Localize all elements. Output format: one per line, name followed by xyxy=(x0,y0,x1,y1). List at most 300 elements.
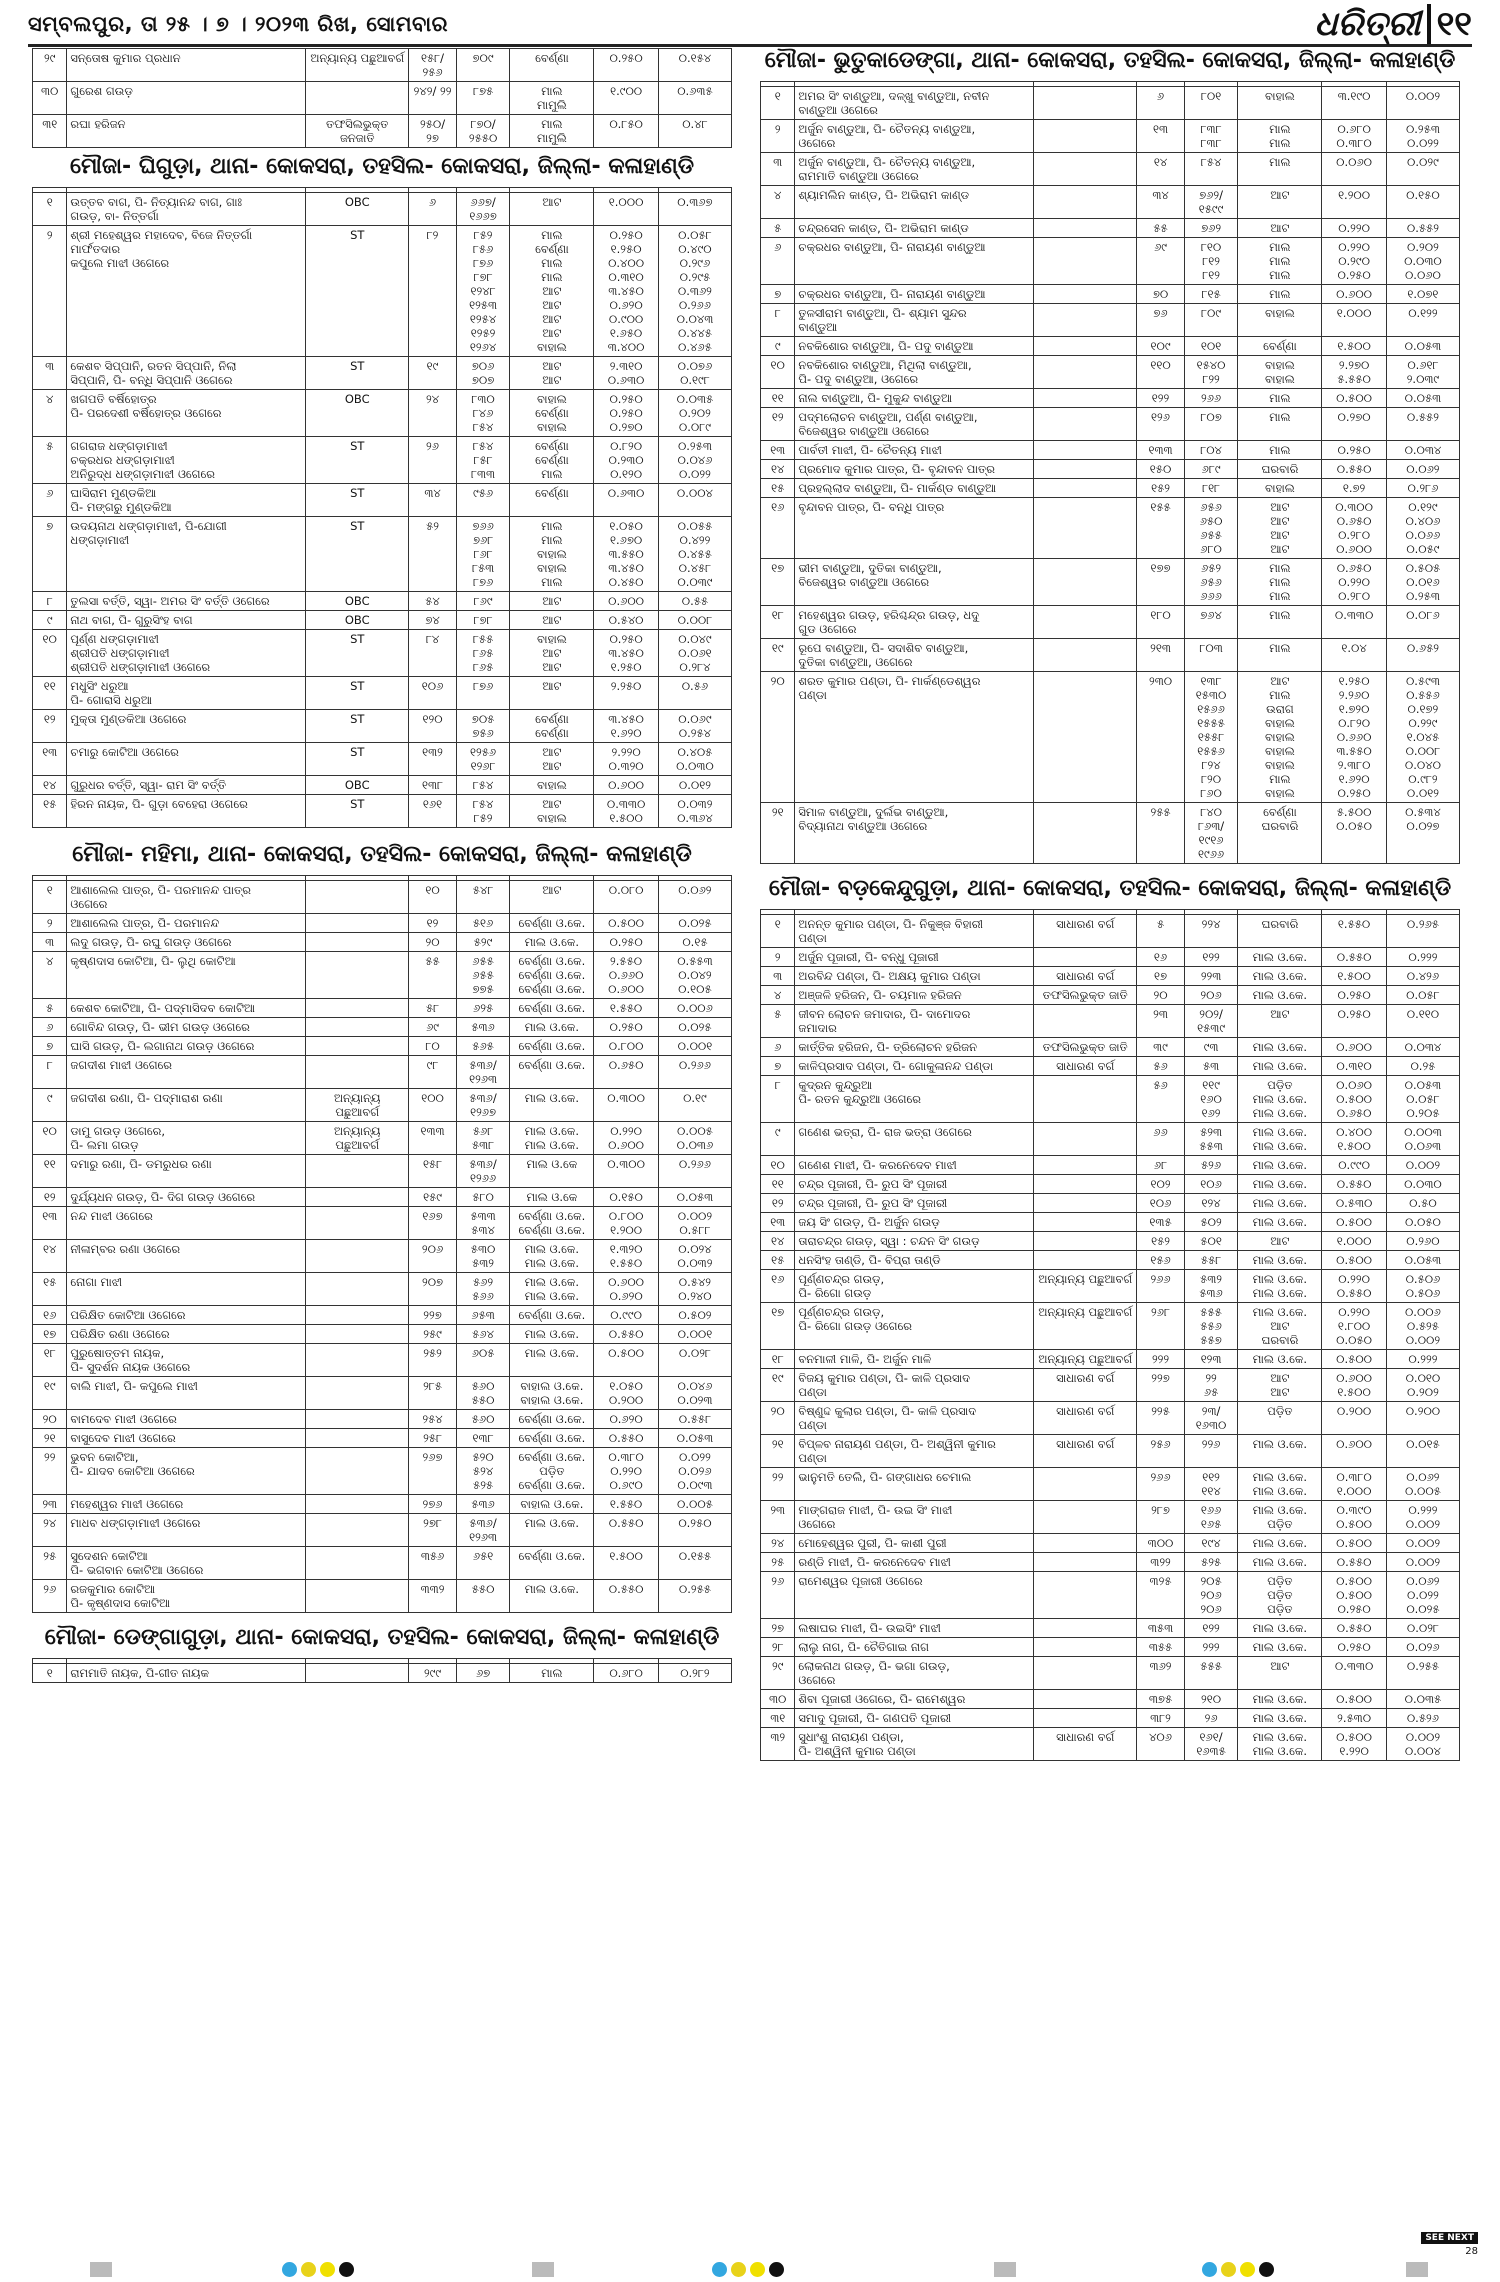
cell-kisam: ମାଲ ଓ.କେ. ମାଲ ଓ.କେ. xyxy=(510,1122,594,1155)
table-row xyxy=(761,1213,1460,1232)
cell-sl: ୯ xyxy=(761,1123,795,1156)
cell-plot: ୮୬୯ xyxy=(456,592,510,611)
cell-sl: ୨ xyxy=(761,120,795,153)
record-table-mahima xyxy=(32,875,732,1613)
cell-name: ତୁଳସୀରାମ ବାଣ୍ଡୁଆ, ପି- ଶ୍ୟାମ ସୁନ୍ଦର ବାଣ୍ଡୁଆ xyxy=(795,304,1034,337)
cell-sl: ୯ xyxy=(33,611,67,630)
cell-acq: ୦.୪୦୫ ୦.୦୩୦ xyxy=(658,743,731,776)
cell-kisam: ମାଲ ଓ.କେ. ମାଲ ଓ.କେ. xyxy=(1238,1270,1322,1303)
table-row xyxy=(33,484,732,517)
cell-sl: ୨୨ xyxy=(761,1468,795,1501)
cell-plot: ୨୦୫ ୨୦୬ ୨୦୬ xyxy=(1184,1572,1238,1619)
cell-cat xyxy=(306,1155,409,1188)
cell-name: ସନ୍ତୋଷ କୁମାର ପ୍ରଧାନ xyxy=(67,49,306,82)
right-column xyxy=(760,48,1460,1761)
cell-kisam: ମାଲ ଓ.କେ. xyxy=(1238,1534,1322,1553)
cell-sl: ୧ xyxy=(761,87,795,120)
cell-acq: ୦.୦୬୨ ୦.୦୦୫ xyxy=(1386,1468,1459,1501)
cell-sl: ୧୯ xyxy=(761,1369,795,1402)
cell-name: ପରିକ୍ଷିତ ରଣା ଓଗେରେ xyxy=(67,1325,306,1344)
cell-plot: ୬୭ xyxy=(456,1664,510,1683)
cell-kisam: ବାହାଲ xyxy=(1238,87,1322,120)
cell-sl: ୧୨ xyxy=(33,1188,67,1207)
cell-acq: ୦.୧୨୯ ୦.୪୦୬ ୦.୦୬୬ ୦.୦୫୯ xyxy=(1386,498,1459,559)
cell-kisam: ବେର୍ଣ୍ଣା ଓ.କେ. xyxy=(510,1306,594,1325)
cell-cat xyxy=(1034,1657,1137,1690)
cell-khata: ୨୦ xyxy=(1137,986,1184,1005)
table-row xyxy=(761,1270,1460,1303)
cell-acq: ୦.୨୫୫ xyxy=(658,1580,731,1613)
cell-kisam: ମାଲ ଓ.କେ. xyxy=(1238,967,1322,986)
cell-acq: ୦.୦୨୯ xyxy=(1386,153,1459,186)
record-table-dengaguda xyxy=(32,1658,732,1683)
table-row xyxy=(33,952,732,999)
cell-area: ୦.୬୦୦ xyxy=(594,592,659,611)
cell-name: ନାଥ ବାଗ, ପି- ଗୁରୁସିଂହ ବାଗ xyxy=(67,611,306,630)
cell-area: ୦.୯୯୦ xyxy=(594,1306,659,1325)
cell-sl: ୪ xyxy=(33,952,67,999)
cell-sl: ୩ xyxy=(33,357,67,390)
cell-kisam: ଆଟ xyxy=(510,881,594,914)
cell-plot: ୧୩୮ xyxy=(456,1429,510,1448)
cell-acq: ୦.୦୫୩ xyxy=(1386,337,1459,356)
cell-plot: ୬୫୨ ୬୫୬ ୬୬୬ xyxy=(1184,559,1238,606)
cell-khata: ୧୫୫ xyxy=(1137,498,1184,559)
cell-acq: ୦.୫୯୩ ୦.୫୫୬ ୦.୧୭୨ ୦.୨୨୯ ୧.୦୪୫ ୦.୦୦୮ ୦.୦୪୦ ୦.୯୮୨ ୦.୦୧୨ xyxy=(1386,672,1459,803)
registration-grey-block xyxy=(90,2262,112,2277)
cell-area: ୦.୬୦୦ xyxy=(1322,1435,1387,1468)
cell-acq: ୦.୨୫୩ ୦.୦୪୬ ୦.୦୨୨ xyxy=(658,437,731,484)
cell-area: ୦.୫୫୦ xyxy=(1322,460,1387,479)
table-row xyxy=(33,881,732,914)
cell-plot: ୮୦୭ xyxy=(1184,408,1238,441)
cell-acq: ୦.୦୩୫ xyxy=(1386,1690,1459,1709)
cell-kisam: ମାଲ ଓ.କେ. xyxy=(510,933,594,952)
cell-sl: ୧୩ xyxy=(33,743,67,776)
cell-sl: ୪ xyxy=(33,390,67,437)
cell-sl: ୩ xyxy=(761,967,795,986)
cell-area: ୦.୧୫୦ xyxy=(594,1188,659,1207)
cell-cat xyxy=(1034,1690,1137,1709)
table-row xyxy=(33,357,732,390)
cell-khata: ୩୪ xyxy=(1137,186,1184,219)
cell-acq: ୦.୧୯ xyxy=(658,1089,731,1122)
cell-cat xyxy=(1034,606,1137,639)
cell-cat: ତଫସିଲଭୁକ୍ତ ଜାତି xyxy=(1034,1038,1137,1057)
cell-cat: ST xyxy=(306,226,409,357)
cell-plot: ୫୪୮ xyxy=(456,881,510,914)
cell-sl: ୧୬ xyxy=(761,1270,795,1303)
cell-kisam: ମାଲ ଓ.କେ. xyxy=(1238,1638,1322,1657)
cell-area: ୦.୫୫୦ xyxy=(594,1429,659,1448)
cell-plot: ୧୨୨ xyxy=(1184,1619,1238,1638)
cell-acq: ୦.୦୫୩ xyxy=(658,1429,731,1448)
cell-name: ପୁରୁଷୋତ୍ତମ ନାୟକ, ପି- ସୁଦର୍ଶନ ନାୟକ ଓଗେରେ xyxy=(67,1344,306,1377)
cell-khata: ୨୨୭ xyxy=(1137,1369,1184,1402)
cell-name: ଘାସି ଗଉଡ଼, ପି- ଲଗାନାଥ ଗଉଡ଼ ଓଗେରେ xyxy=(67,1037,306,1056)
cell-name: ନବକିଶୋର ବାଣ୍ଡୁଆ, ମିଥିଲା ବାଣ୍ଡୁଆ, ପି- ପଦୁ ବାଣ୍ଡୁଆ, ଓଗେରେ xyxy=(795,356,1034,389)
table-row xyxy=(761,1303,1460,1350)
cell-plot: ୭୬୪ xyxy=(1184,606,1238,639)
cell-name: ଅମର ସିଂ ବାଣ୍ଡୁଆ, ଦଳ୍ଖୁ ବାଣ୍ଡୁଆ, ନବୀନ ବାଣ୍ଡୁଆ ଓଗେରେ xyxy=(795,87,1034,120)
cell-plot: ୭୦୬ ୭୦୭ xyxy=(456,357,510,390)
cell-area: ୦.୨୭୦ xyxy=(1322,408,1387,441)
cell-kisam: ବାହାଲ ଆଟ ଆଟ xyxy=(510,630,594,677)
cell-acq: ୦.୦୬୨ ୦.୦୨୨ ୦.୦୨୫ xyxy=(1386,1572,1459,1619)
cell-name: ନବକିଶୋର ବାଣ୍ଡୁଆ, ପି- ପଦୁ ବାଣ୍ଡୁଆ xyxy=(795,337,1034,356)
cell-acq: ୦.୦୨୮ xyxy=(1386,1619,1459,1638)
section-title-dengaguda: ମୌଜା- ଡେଙ୍ଗାଗୁଡ଼ା, ଥାନା- କୋକସରା, ତହସିଲ- କୋକସରା, ଜିଲ୍ଲା- କଳାହାଣ୍ଡି xyxy=(44,1625,720,1650)
cell-khata: ୩୬୨ xyxy=(1137,1657,1184,1690)
cell-area: ୦.୫୦୦ xyxy=(1322,1690,1387,1709)
table-row xyxy=(33,1089,732,1122)
table-row xyxy=(33,611,732,630)
cell-kisam: ବେର୍ଣ୍ଣା ଓ.କେ. ପଡ଼ିତ ବେର୍ଣ୍ଣା ଓ.କେ. xyxy=(510,1448,594,1495)
table-row xyxy=(761,441,1460,460)
cell-khata: ୧୩୨ xyxy=(409,743,456,776)
cell-acq: ୦.୫୫୨ xyxy=(1386,219,1459,238)
cell-cat: OBC xyxy=(306,193,409,226)
cell-khata: ୧୯ xyxy=(409,357,456,390)
cell-cat xyxy=(1034,120,1137,153)
cell-plot: ୬୨୫ xyxy=(456,999,510,1018)
cell-cat xyxy=(306,999,409,1018)
cell-plot: ୮୧୫ xyxy=(1184,285,1238,304)
table-row xyxy=(33,1547,732,1580)
cell-kisam: ମାଲ ଓ.କେ. ମାଲ ଓ.କେ. xyxy=(1238,1468,1322,1501)
cell-cat xyxy=(1034,238,1137,285)
cell-name: ସୁଦେଶନ କୋଟିଆ ପି- ଭଗବାନ କୋଟିଆ ଓଗେରେ xyxy=(67,1547,306,1580)
cell-kisam: ବାହାଲ ଓ.କେ. xyxy=(510,1495,594,1514)
cell-acq: ୦.୬୧୮ ୨.୦୩୯ xyxy=(1386,356,1459,389)
cell-cat: ସାଧାରଣ ବର୍ଗ xyxy=(1034,1369,1137,1402)
cell-khata: ୫୬ xyxy=(1137,1057,1184,1076)
cell-acq: ୦.୦୮୬ xyxy=(1386,606,1459,639)
cell-cat: ତଫସିଲଭୁକ୍ତ ଜନଜାତି xyxy=(306,115,409,148)
cell-acq: ୦.୦୫୩ xyxy=(658,1188,731,1207)
cell-khata: ୧୩୩ xyxy=(1137,441,1184,460)
cell-khata: ୧୫୮ xyxy=(409,1155,456,1188)
cell-area: ୦.୬୮୦ xyxy=(594,1664,659,1683)
cell-plot: ୮୪୦ ୮୬୩/ ୧୯୧୬ ୧୯୬୬ xyxy=(1184,803,1238,864)
cell-cat xyxy=(306,1429,409,1448)
cell-khata: ୬ xyxy=(409,193,456,226)
registration-dots-3 xyxy=(1202,2262,1274,2277)
cell-kisam: ଆଟ xyxy=(510,193,594,226)
cell-plot: ୫୩୬ xyxy=(456,1018,510,1037)
table-row xyxy=(33,1377,732,1410)
cell-acq: ୦.୫୫୮ xyxy=(658,1410,731,1429)
cell-name: ଉଦୟନାଥ ଧଙ୍ଗଡ଼ାମାଝୀ, ପି-ଯୋଗୀ ଧଙ୍ଗଡ଼ାମାଝୀ xyxy=(67,517,306,592)
table-row xyxy=(761,238,1460,285)
cell-khata: ୧୦୦ xyxy=(409,1089,456,1122)
cell-cat: ସାଧାରଣ ବର୍ଗ xyxy=(1034,967,1137,986)
cell-kisam: ବେର୍ଣ୍ଣା ଓ.କେ. xyxy=(510,1547,594,1580)
cell-sl: ୩ xyxy=(33,933,67,952)
table-row xyxy=(33,1410,732,1429)
cell-kisam: ମାଲ xyxy=(1238,408,1322,441)
table-row xyxy=(33,1037,732,1056)
cell-plot: ୧୨୪ xyxy=(1184,1194,1238,1213)
cell-kisam: ମାଲ ଓ.କେ. xyxy=(1238,1619,1322,1638)
cell-plot: ୫୩୨ ୫୩୬ xyxy=(1184,1270,1238,1303)
cell-area: ୦.୨୨୦ ୦.୫୫୦ xyxy=(1322,1270,1387,1303)
cell-sl: ୬ xyxy=(33,484,67,517)
cell-kisam: ମାଲ xyxy=(1238,153,1322,186)
cell-area: ୨.୩୧୦ ୦.୬୩୦ xyxy=(594,357,659,390)
cell-kisam: ମାଲ ଓ.କେ. xyxy=(510,1018,594,1037)
table-row xyxy=(761,1638,1460,1657)
cell-plot: ୫୩୩ ୫୩୪ xyxy=(456,1207,510,1240)
cell-area: ୦.୨୫୦ ୩.୪୫୦ ୧.୨୫୦ xyxy=(594,630,659,677)
table-row xyxy=(33,437,732,484)
cell-plot: ୨୨୨ xyxy=(1184,1638,1238,1657)
table-row xyxy=(761,1402,1460,1435)
table-row xyxy=(761,1232,1460,1251)
page-number-footer: 28 xyxy=(1465,2246,1478,2257)
cell-khata: ୫ xyxy=(1137,915,1184,948)
cell-area: ୦.୬୦୦ xyxy=(1322,285,1387,304)
cell-acq: ୦.୦୪୯ ୦.୦୬୧ ୦.୨୮୪ xyxy=(658,630,731,677)
table-row xyxy=(761,479,1460,498)
table-row xyxy=(33,82,732,115)
cell-cat xyxy=(1034,186,1137,219)
cell-sl: ୧୫ xyxy=(761,1251,795,1270)
cell-acq: ୦.୫୦ xyxy=(1386,1194,1459,1213)
cell-sl: ୩୧ xyxy=(761,1709,795,1728)
cell-name: ଗୁରୁଧର ବର୍ତ୍ତି, ସ୍ୱା- ରାମ ସିଂ ବର୍ତ୍ତି xyxy=(67,776,306,795)
cell-name: ମାଙ୍ଗରାଜ ମାଝୀ, ପି- ଉଇ ସିଂ ମାଝୀ ଓଗେରେ xyxy=(795,1501,1034,1534)
cell-cat xyxy=(306,1325,409,1344)
cell-name: ଡାମୁ ଗଉଡ଼ ଓଗେରେ, ପି- ଲମା ଗଉଡ଼ xyxy=(67,1122,306,1155)
cell-name: ମୋହେଶ୍ୱର ପୁରୀ, ପି- କାଶୀ ପୁରୀ xyxy=(795,1534,1034,1553)
cell-acq: ୦.୦୦୩ ୦.୦୬୩ xyxy=(1386,1123,1459,1156)
table-row xyxy=(33,193,732,226)
cell-plot: ୧୧୨ ୧୧୪ xyxy=(1184,1468,1238,1501)
cell-kisam: ଆଟ ବାହାଲ xyxy=(510,795,594,828)
cell-acq: ୦.୦୫୩ xyxy=(1386,1251,1459,1270)
table-row xyxy=(761,498,1460,559)
cell-kisam: ମାଲ ମାମୁଲି xyxy=(510,115,594,148)
cell-kisam: ଆଟ ଆଟ xyxy=(510,743,594,776)
cell-acq: ୦.୫୩୪ ୦.୦୨୭ xyxy=(1386,803,1459,864)
cell-khata: ୨୦ xyxy=(409,933,456,952)
cell-area: ୦.୫୦୦ ୧.୨୨୦ xyxy=(1322,1728,1387,1761)
cell-name: କୁଦ୍ରନ କୁନ୍ଦ୍ରୁଆ ପି- ରତନ କୁନ୍ଦ୍ରୁଆ ଓଗେରେ xyxy=(795,1076,1034,1123)
cell-name: ରଣ୍ଡି ମାଝୀ, ପି- କରନେଦେବ ମାଝୀ xyxy=(795,1553,1034,1572)
reg-dot-yellow2 xyxy=(750,2262,765,2277)
cell-area: ୦.୨୫୦ xyxy=(594,49,659,82)
cell-acq: ୦.୨୨୨ xyxy=(1386,1350,1459,1369)
cell-sl: ୮ xyxy=(761,1076,795,1123)
cell-khata: ୧୬୭ xyxy=(409,1207,456,1240)
cell-sl: ୩୨ xyxy=(761,1728,795,1761)
cell-name: ପାର୍ବତୀ ମାଝୀ, ପି- ଚୈତନ୍ୟ ମାଝୀ xyxy=(795,441,1034,460)
table-row xyxy=(761,120,1460,153)
cell-khata: ୮୨ xyxy=(409,226,456,357)
cell-acq: ୦.୦୨୪ ୦.୦୩୨ xyxy=(658,1240,731,1273)
cell-sl: ୨୧ xyxy=(761,1435,795,1468)
cell-kisam: ବେର୍ଣ୍ଣା ଓ.କେ. xyxy=(510,914,594,933)
cell-plot: ୭୬୬ ୭୬୮ ୮୬୮ ୮୫୩ ୮୭୬ xyxy=(456,517,510,592)
cell-plot: ୮୭୦/ ୨୫୫୦ xyxy=(456,115,510,148)
cell-khata: ୩୫୬ xyxy=(409,1547,456,1580)
cell-kisam: ମାଲ ଓ.କେ. xyxy=(510,1514,594,1547)
cell-plot: ୫୧୬ xyxy=(456,914,510,933)
cell-plot: ୧୦୧ xyxy=(1184,337,1238,356)
cell-kisam: ଆଟ ଆଟ ଆଟ ଆଟ xyxy=(1238,498,1322,559)
cell-name: ସିମାଳ ବାଣ୍ଡୁଆ, ଦୁର୍ଲଭ ବାଣ୍ଡୁଆ, ବିଦ୍ୟାନାଥ ବାଣ୍ଡୁଆ ଓଗେରେ xyxy=(795,803,1034,864)
cell-cat xyxy=(306,881,409,914)
cell-khata: ୧୫୯ xyxy=(409,1188,456,1207)
cell-area: ୦.୫୦୦ xyxy=(1322,389,1387,408)
cell-cat: ST xyxy=(306,437,409,484)
table-row xyxy=(761,1728,1460,1761)
cell-acq: ୦.୦୦୧ xyxy=(658,1325,731,1344)
cell-plot: ୫୩୦ ୫୩୨ xyxy=(456,1240,510,1273)
cell-acq: ୦.୪୨୬ xyxy=(1386,967,1459,986)
cell-name: ଅନନ୍ତ କୁମାର ପଣ୍ଡା, ପି- ନିକୁଞ୍ଜ ବିହାରୀ ପଣ୍ଡା xyxy=(795,915,1034,948)
cell-khata: ୧୩୩ xyxy=(409,1122,456,1155)
cell-khata: ୫୨ xyxy=(409,517,456,592)
table-row xyxy=(761,1501,1460,1534)
cell-area: ୫.୫୦୦ ୦.୦୫୦ xyxy=(1322,803,1387,864)
cell-name: ଲୋକନାଥ ଗଉଡ଼, ପି- ଭଗା ଗଉଡ଼, ଓଗେରେ xyxy=(795,1657,1034,1690)
cell-cat xyxy=(1034,1005,1137,1038)
table-row xyxy=(33,1018,732,1037)
cell-cat: ସାଧାରଣ ବର୍ଗ xyxy=(1034,1057,1137,1076)
cell-kisam: ଆଟ ଆଟ xyxy=(510,357,594,390)
table-row xyxy=(33,776,732,795)
cell-sl: ୨୬ xyxy=(33,1580,67,1613)
table-row xyxy=(761,1194,1460,1213)
registration-dots-2 xyxy=(712,2262,784,2277)
cell-name: ଚନ୍ଦ୍ରସେନ କାଣ୍ଡ, ପି- ଅଭିରାମ କାଣ୍ଡ xyxy=(795,219,1034,238)
cell-acq: ୦.୦୦୨ ୦.୫୮୮ xyxy=(658,1207,731,1240)
table-row xyxy=(761,1468,1460,1501)
cell-kisam: ବେର୍ଣ୍ଣା xyxy=(1238,337,1322,356)
reg-dot-yellow xyxy=(1221,2262,1236,2277)
cell-acq: ୦.୦୫୮ xyxy=(1386,986,1459,1005)
table-row xyxy=(761,1350,1460,1369)
cell-area: ୧.୫୫୦ xyxy=(594,999,659,1018)
cell-name: ଗଣେଶ ଭତ୍ରା, ପି- ରାଜ ଭତ୍ରା ଓଗେରେ xyxy=(795,1123,1034,1156)
registration-grey-block xyxy=(532,2262,554,2277)
cell-khata: ୬ xyxy=(1137,87,1184,120)
cell-khata: ୧୩୫ xyxy=(1137,1213,1184,1232)
cell-plot: ୫୫୦ xyxy=(456,1580,510,1613)
cell-sl: ୨୩ xyxy=(33,1495,67,1514)
cell-cat: ଅନ୍ୟାନ୍ୟ ପଛୁଆବର୍ଗ xyxy=(306,49,409,82)
cell-cat xyxy=(1034,337,1137,356)
cell-khata: ୧୭ xyxy=(1137,967,1184,986)
cell-area: ୦.୩୦୦ ୦.୬୫୦ ୦.୨୮୦ ୦.୬୦୦ xyxy=(1322,498,1387,559)
cell-kisam: ବାହାଲ xyxy=(510,776,594,795)
cell-kisam: ବେର୍ଣ୍ଣା xyxy=(510,49,594,82)
cell-plot: ୨୨୪ xyxy=(1184,915,1238,948)
cell-sl: ୨୩ xyxy=(761,1501,795,1534)
cell-cat xyxy=(1034,1175,1137,1194)
cell-area: ୧.୦୦୦ xyxy=(1322,304,1387,337)
cell-kisam: ମାଲ ଓ.କେ. xyxy=(1238,948,1322,967)
cell-sl: ୨୪ xyxy=(761,1534,795,1553)
cell-name: ଦମାରୁ ରଣା, ପି- ଡମରୁଧର ରଣା xyxy=(67,1155,306,1188)
table-row xyxy=(761,672,1460,803)
cell-plot: ୫୦୧ xyxy=(1184,1232,1238,1251)
table-row xyxy=(761,1709,1460,1728)
cell-khata: ୧୨୬ xyxy=(1137,408,1184,441)
cell-sl: ୯ xyxy=(761,337,795,356)
cell-plot: ୧୨୨ xyxy=(1184,948,1238,967)
cell-area: ୧.୭୨ xyxy=(1322,479,1387,498)
cell-cat xyxy=(306,1273,409,1306)
table-row xyxy=(761,1251,1460,1270)
cell-plot: ୫୩୬/ ୧୨୬୭ xyxy=(456,1089,510,1122)
cell-cat: ST xyxy=(306,710,409,743)
table-row xyxy=(33,743,732,776)
cell-cat xyxy=(306,1207,409,1240)
cell-name: ଶିବା ପୂଜାରୀ ଓଗେରେ, ପି- ରାମେଶ୍ୱର xyxy=(795,1690,1034,1709)
cell-sl: ୧ xyxy=(33,193,67,226)
cell-name: ଗୁରେଶ ଗଉଡ଼ xyxy=(67,82,306,115)
cell-sl: ୮ xyxy=(761,304,795,337)
cell-plot: ୭୦୯ xyxy=(456,49,510,82)
cell-area: ୦.୫୦୦ xyxy=(1322,1534,1387,1553)
cell-name: ଚନ୍ଦ୍ର ପୂଜାରୀ, ପି- ରୁପ ସିଂ ପୂଜାରୀ xyxy=(795,1175,1034,1194)
cell-area: ୦.୨୨୦ ୦.୨୯୦ ୦.୨୫୦ xyxy=(1322,238,1387,285)
cell-kisam: ଆଟ xyxy=(510,677,594,710)
cell-khata: ୩୫୩ xyxy=(1137,1619,1184,1638)
cell-name: ଲଦୁ ଗଉଡ଼, ପି- ରଘୁ ଗଉଡ଼ ଓଗେରେ xyxy=(67,933,306,952)
cell-khata: ୨୬୮ xyxy=(1137,1303,1184,1350)
cell-name: ଭୁବନ କୋଟିଆ, ପି- ଯାଦବ କୋଟିଆ ଓଗେରେ xyxy=(67,1448,306,1495)
cell-acq: ୦.୦୦୮ xyxy=(658,611,731,630)
reg-dot-yellow2 xyxy=(320,2262,335,2277)
cell-khata: ୨୨୫ xyxy=(1137,1402,1184,1435)
cell-sl: ୪ xyxy=(761,986,795,1005)
registration-grey-block xyxy=(1406,2262,1428,2277)
cell-khata: ୨୦୭ xyxy=(409,1273,456,1306)
cell-name: ନୋଗା ମାଝୀ xyxy=(67,1273,306,1306)
table-row xyxy=(33,1155,732,1188)
table-row xyxy=(761,639,1460,672)
table-row xyxy=(761,408,1460,441)
cell-khata: ୧୨୦ xyxy=(409,710,456,743)
cell-cat xyxy=(306,1495,409,1514)
cell-acq: ୦.୦୫୦ xyxy=(1386,1213,1459,1232)
cell-cat: ST xyxy=(306,630,409,677)
cell-kisam: ଆଟ xyxy=(1238,1657,1322,1690)
cell-acq: ୦.୨୦୦ xyxy=(1386,1402,1459,1435)
cell-name: ନାଲ ବାଣ୍ଡୁଆ, ପି- ମୁକୁନ୍ଦ ବାଣ୍ଡୁଆ xyxy=(795,389,1034,408)
cell-sl: ୧୧ xyxy=(33,677,67,710)
cell-area: ୧.୦୦୦ xyxy=(1322,1232,1387,1251)
cell-kisam: ମାଲ ଓ.କେ. xyxy=(1238,986,1322,1005)
cell-cat xyxy=(1034,1076,1137,1123)
cell-acq: ୦.୦୧୦ ୦.୨୦୨ xyxy=(1386,1369,1459,1402)
cell-sl: ୬ xyxy=(761,238,795,285)
cell-sl: ୩୦ xyxy=(33,82,67,115)
cell-cat: OBC xyxy=(306,776,409,795)
cell-acq: ୦.୧୫୫ xyxy=(658,1547,731,1580)
cell-name: ଅର୍ଜୁନ ବାଣ୍ଡୁଆ, ପି- ଚୈତନ୍ୟ ବାଣ୍ଡୁଆ, ଓଗେରେ xyxy=(795,120,1034,153)
cell-cat: OBC xyxy=(306,592,409,611)
cell-cat: ସାଧାରଣ ବର୍ଗ xyxy=(1034,915,1137,948)
cell-kisam: ମାଲ ଓ.କେ. xyxy=(510,1325,594,1344)
cell-kisam: ମାଲ ଓ.କେ. xyxy=(510,1344,594,1377)
cell-cat: ତଫସିଲଭୁକ୍ତ ଜାତି xyxy=(1034,986,1137,1005)
cell-kisam: ବେର୍ଣ୍ଣା ବେର୍ଣ୍ଣା xyxy=(510,710,594,743)
